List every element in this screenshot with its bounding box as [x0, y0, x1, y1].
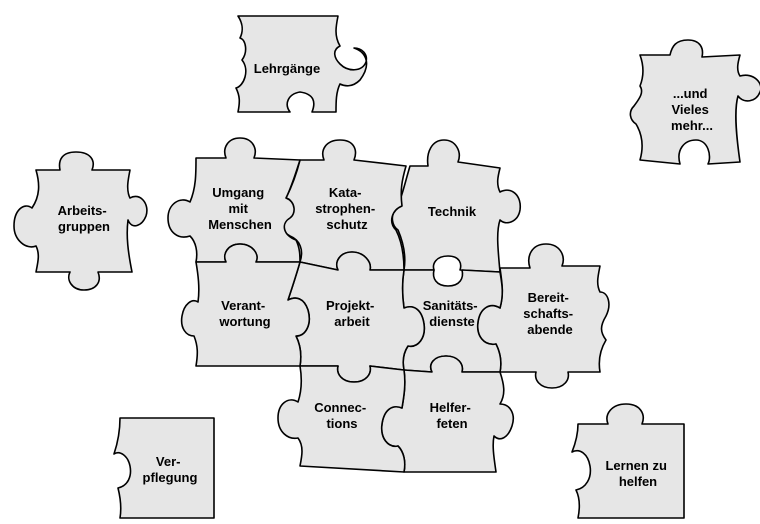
piece-label-line: Bereit- — [527, 290, 569, 305]
piece-label-line: Helfer- — [429, 400, 471, 415]
svg-text:Verant- wortung — [218, 298, 270, 329]
piece-label-line: schafts- — [523, 306, 574, 321]
puzzle-piece-umgang-mit-menschen — [168, 138, 300, 262]
piece-label-line: Sanitäts- — [422, 298, 478, 313]
svg-text:Bereit- schafts- a — [523, 290, 576, 337]
piece-label-line: mit — [228, 201, 248, 216]
piece-label-line: arbeit — [334, 314, 370, 329]
puzzle-piece-arbeitsgruppen — [14, 152, 147, 290]
piece-label-line: schutz — [326, 217, 368, 232]
svg-text:Sanitäts- dienste — [423, 298, 482, 329]
svg-text:Lehrgänge — [254, 61, 320, 76]
piece-label-line: Kata- — [328, 185, 362, 200]
piece-label-line: Verant- — [221, 298, 266, 313]
piece-label-line: Umgang — [212, 185, 265, 200]
puzzle-piece-und-vieles-mehr — [630, 40, 760, 164]
piece-label-line: Lehrgänge — [253, 61, 321, 76]
puzzle-piece-verpflegung — [114, 418, 214, 518]
svg-text:Arbeits- gruppen — [58, 203, 111, 234]
piece-label-line: abende — [527, 322, 573, 337]
piece-label-line: Menschen — [208, 217, 272, 232]
piece-label-line: dienste — [429, 314, 475, 329]
puzzle-piece-katastrophenschutz — [283, 140, 406, 270]
piece-label-line: ...und — [672, 86, 708, 101]
puzzle-piece-verantwortung — [182, 244, 310, 366]
piece-label-line: Technik — [427, 204, 477, 219]
piece-label-line: wortung — [219, 314, 271, 329]
piece-label-line: Arbeits- — [57, 203, 107, 218]
piece-label-line: Projekt- — [325, 298, 375, 313]
piece-label-line: feten — [436, 416, 468, 431]
piece-label-line: mehr... — [671, 118, 713, 133]
piece-label-line: strophen- — [315, 201, 376, 216]
svg-text:...und Vieles mehr — [671, 86, 713, 133]
svg-text:Technik — [428, 204, 477, 219]
piece-label-line: pflegung — [142, 470, 198, 485]
piece-label-line: Connec- — [314, 400, 367, 415]
puzzle-piece-technik — [392, 140, 520, 272]
puzzle-piece-lehrgaenge — [236, 16, 367, 112]
piece-label-line: gruppen — [58, 219, 110, 234]
piece-label-line: Lernen zu — [605, 458, 667, 473]
piece-label-line: Ver- — [155, 454, 181, 469]
piece-label-line: Vieles — [671, 102, 709, 117]
piece-label-line: tions — [326, 416, 358, 431]
puzzle-piece-lernen-zu-helfen — [572, 404, 684, 518]
piece-label-line: helfen — [618, 474, 658, 489]
